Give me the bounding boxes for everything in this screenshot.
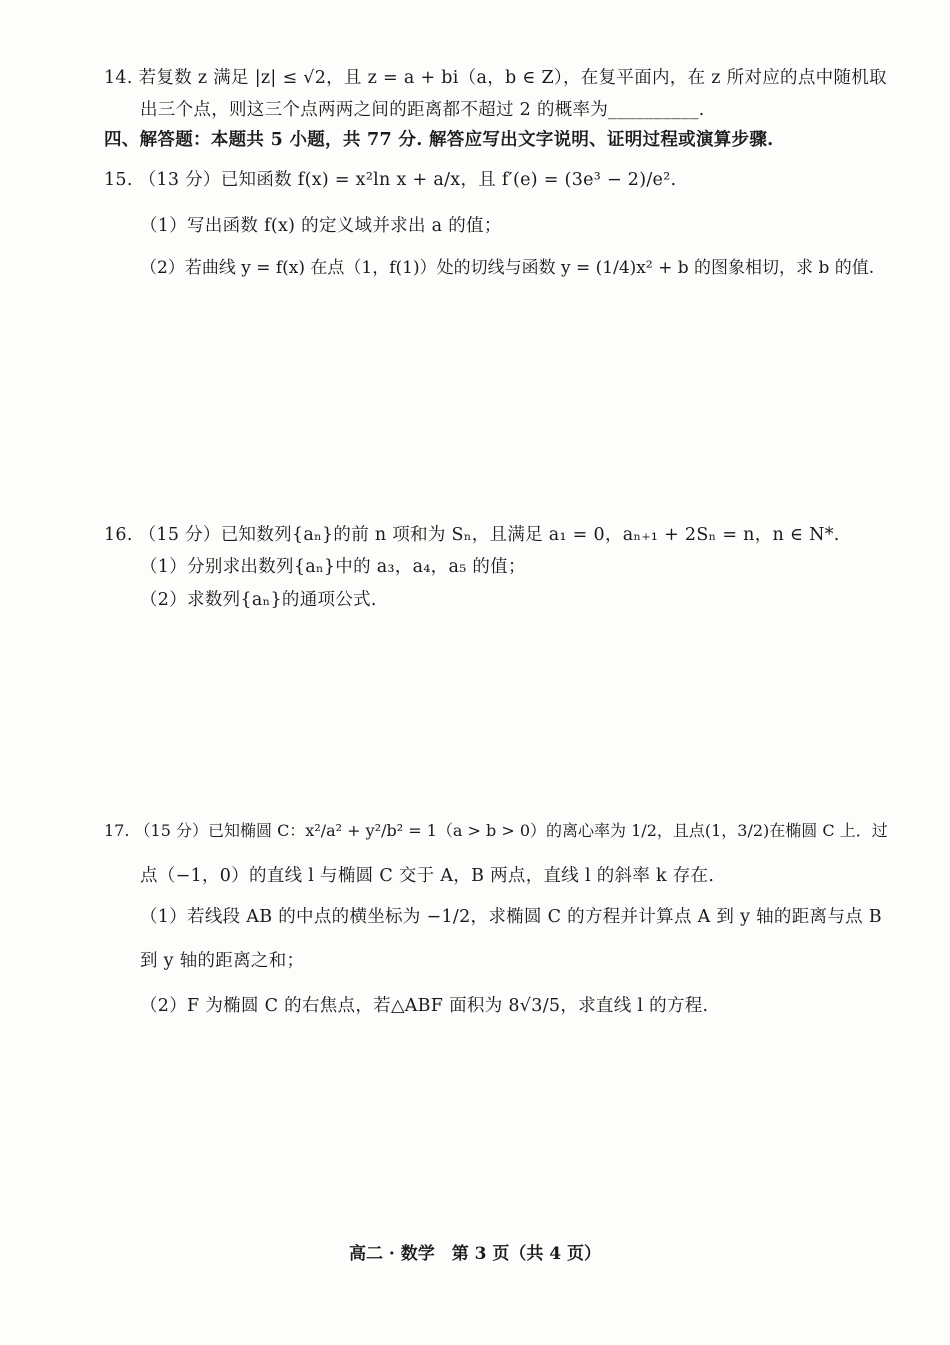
q17-stem-1: 17. （15 分）已知椭圆 C：x²/a² + y²/b² = 1（a > b > 0）的离心率为 1/2，且点(1，3/2)在椭圆 C 上．过	[104, 821, 888, 840]
q16-part-1: （1）分别求出数列{aₙ}中的 a₃，a₄，a₅ 的值；	[140, 557, 526, 577]
section-heading: 四、解答题：本题共 5 小题，共 77 分. 解答应写出文字说明、证明过程或演算步骤.	[104, 130, 774, 150]
q14-line-1: 14. 若复数 z 满足 |z| ≤ √2，且 z = a + bi（a，b ∈ Z），在复平面内，在 z 所对应的点中随机取	[104, 68, 887, 88]
q17-part-1-line-1: （1）若线段 AB 的中点的横坐标为 −1/2，求椭圆 C 的方程并计算点 A 到 y 轴的距离与点 B	[140, 907, 882, 927]
q15-part-1: （1）写出函数 f(x) 的定义域并求出 a 的值；	[140, 216, 502, 236]
q16-part-2: （2）求数列{aₙ}的通项公式.	[140, 590, 377, 610]
q16-stem: 16. （15 分）已知数列{aₙ}的前 n 项和为 Sₙ，且满足 a₁ = 0，aₙ₊₁ + 2Sₙ = n，n ∈ N*.	[104, 525, 840, 545]
q14-line-2: 出三个点，则这三个点两两之间的距离都不超过 2 的概率为__________.	[140, 100, 705, 120]
q17-part-2: （2）F 为椭圆 C 的右焦点，若△ABF 面积为 8√3/5，求直线 l 的方程.	[140, 996, 709, 1016]
page-footer: 高二 · 数学 第 3 页（共 4 页）	[348, 1244, 602, 1264]
q17-stem-2: 点（−1，0）的直线 l 与椭圆 C 交于 A，B 两点，直线 l 的斜率 k 存在.	[140, 866, 715, 886]
q17-part-1-line-2: 到 y 轴的距离之和；	[140, 951, 305, 971]
q15-part-2: （2）若曲线 y = f(x) 在点（1，f(1)）处的切线与函数 y = (1/4)x² + b 的图象相切，求 b 的值.	[140, 258, 875, 278]
q15-stem: 15. （13 分）已知函数 f(x) = x²ln x + a/x，且 f′(e) = (3e³ − 2)/e².	[104, 170, 677, 190]
